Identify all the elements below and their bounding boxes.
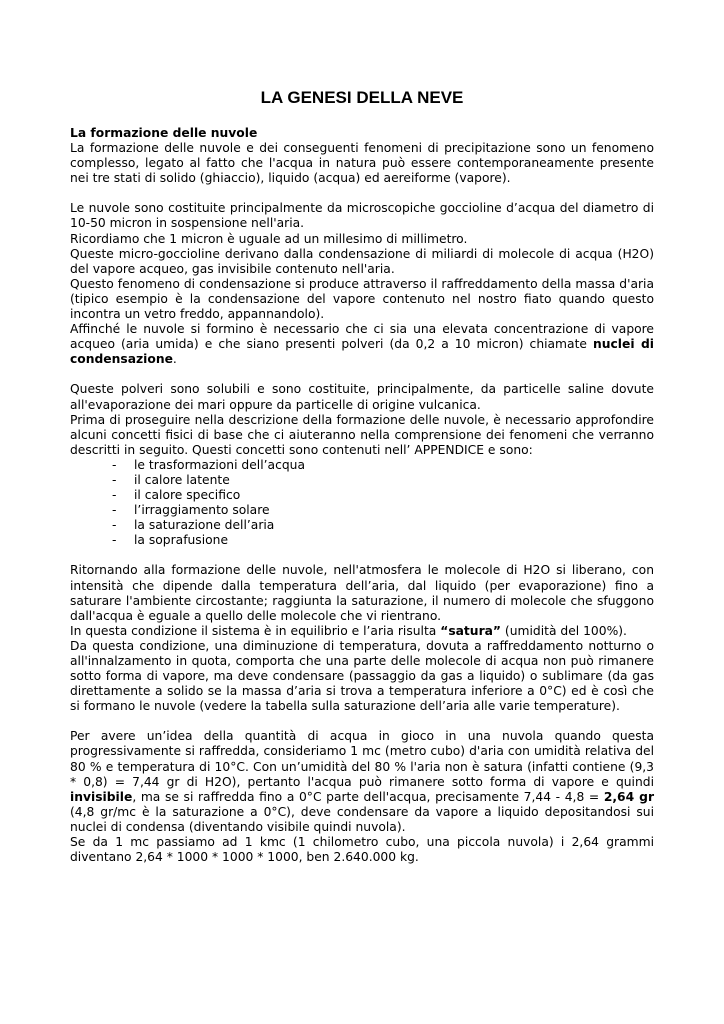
paragraph-water-quantity: Per avere un’idea della quantità di acqua in gioco in una nuvola quando questa progressivamente si raffredda, consideriamo 1 mc (metro cubo) d'aria con umidità relativa del 80 % e temperatura di 10°C. Con un’umidità del 80 % l'aria non è satura (infatti contiene (9,3 * 0,8) = 7,44 gr di H2O), pertanto l'acqua può rimanere sotto forma di vapore e quindi invisibile, ma se si raffredda fino a 0°C parte dell'acqua, precisamente 7,44 - 4,8 = 2,64 gr (4,8 gr/mc è la saturazione a 0°C), deve condensare da vapore a liquido depositandosi sui nuclei di condensa (diventando visibile quindi nuvola).: [70, 729, 655, 834]
paragraph-saturation: Ritornando alla formazione delle nuvole, nell'atmosfera le molecole di H2O si liberano, con intensità che dipende dalla temperatura dell’aria, dal liquido (per evaporazione) fino a saturare l'ambiente circostante; raggiunta la saturazione, il numero di molecole che sfuggono dall'acqua è eguale a quello delle molecole che vi rientrano.: [70, 563, 654, 623]
document-title: LA GENESI DELLA NEVE: [260, 88, 464, 107]
list-item: - la soprafusione: [112, 533, 229, 548]
section-heading: La formazione delle nuvole: [70, 126, 258, 140]
paragraph-dust: Queste polveri sono solubili e sono costituite, principalmente, da particelle saline dovute all'evaporazione dei mari oppure da particelle di origine vulcanica.: [70, 382, 654, 412]
paragraph-temperature-drop: Da questa condizione, una diminuzione di temperatura, dovuta a raffreddamento notturno o all'innalzamento in quota, comporta che una parte delle molecole di acqua non può rimanere sotto forma di vapore, ma deve condensare (passaggio da gas a liquido) o sublimare (da gas direttamente a solido se la massa d’aria si trova a temperatura inferiore a 0°C) ed è così che si formano le nuvole (vedere la tabella sulla saturazione dell’aria alle varie temperature).: [70, 638, 654, 714]
list-item: - l’irraggiamento solare: [112, 503, 270, 518]
list-item: - il calore specifico: [112, 488, 241, 503]
paragraph-appendix: Prima di proseguire nella descrizione della formazione delle nuvole, è necessario approfondire alcuni concetti fisici di base che ci aiuteranno nella comprensione dei fenomeni che verranno descritti in seguito. Questi concetti sono contenuti nell’ APPENDICE e sono:: [70, 412, 654, 457]
list-item: - le trasformazioni dell’acqua: [112, 457, 305, 472]
term-grams: 2,64 gr: [603, 789, 655, 804]
list-item: - il calore latente: [112, 472, 230, 487]
paragraph-cooling: Questo fenomeno di condensazione si produce attraverso il raffreddamento della massa d'aria (tipico esempio è la condensazione del vapore contenuto nel nostro fiato quando questo incontra un vetro freddo, appannandolo).: [70, 276, 654, 322]
paragraph-micron: Ricordiamo che 1 micron è uguale ad un millesimo di millimetro.: [70, 231, 468, 246]
term-invisibile: invisibile: [70, 789, 133, 804]
concepts-list: [70, 458, 654, 549]
paragraph-droplets: Le nuvole sono costituite principalmente da microscopiche goccioline d’acqua del diametro di 10-50 micron in sospensione nell'aria.: [70, 201, 654, 231]
term-satura: “satura”: [440, 623, 502, 638]
term-nuclei: nuclei di condensazione: [70, 337, 654, 367]
paragraph-condensation-origin: Queste micro-goccioline derivano dalla condensazione di miliardi di molecole di acqua (H2O) del vapore acqueo, gas invisibile contenuto nell'aria.: [70, 246, 654, 276]
paragraph-intro: La formazione delle nuvole e dei conseguenti fenomeni di precipitazione sono un fenomeno complesso, legato al fatto che l'acqua in natura può essere contemporaneamente presente nei tre stati di solido (ghiaccio), liquido (acqua) ed aereiforme (vapore).: [70, 141, 654, 186]
paragraph-equilibrium: In questa condizione il sistema è in equilibrio e l’aria risulta “satura” (umidità del 100%).: [70, 623, 627, 638]
paragraph-nuclei: Affinché le nuvole si formino è necessario che ci sia una elevata concentrazione di vapore acqueo (aria umida) e che siano presenti polveri (da 0,2 a 10 micron) chiamate nuclei di condensazione.: [70, 322, 654, 367]
list-item: - la saturazione dell’aria: [112, 518, 275, 533]
document-page: [70, 88, 654, 865]
paragraph-cloud-mass: Se da 1 mc passiamo ad 1 kmc (1 chilometro cubo, una piccola nuvola) i 2,64 grammi diventano 2,64 * 1000 * 1000 * 1000, ben 2.640.000 kg.: [70, 835, 654, 865]
